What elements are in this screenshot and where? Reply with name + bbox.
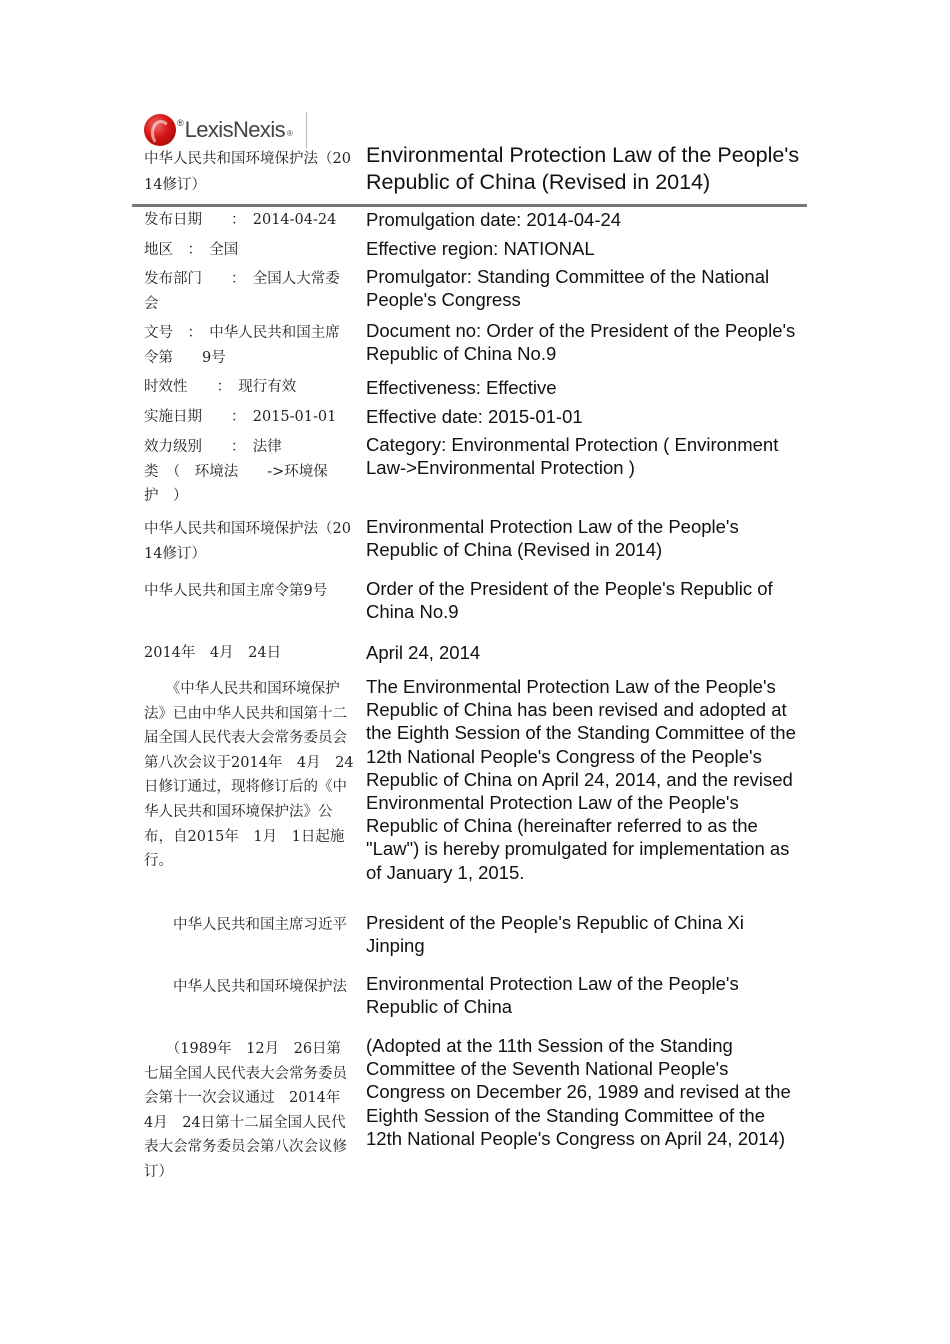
en-category: Category: Environmental Protection ( Environment Law->Environmental Protection )	[366, 434, 784, 479]
zh-category: 效力级别 ： 法律 类 （ 环境法 ->环境保护 ）	[144, 439, 328, 505]
header-rule	[132, 204, 807, 207]
zh-law-title: 中华人民共和国环境保护法（2014修订）	[144, 521, 351, 562]
zh-order-number: 中华人民共和国主席令第9号	[144, 583, 328, 599]
en-effective-region: Effective region: NATIONAL	[366, 238, 595, 259]
zh-document-title: 中华人民共和国环境保护法（2014修订）	[144, 151, 351, 193]
en-order-number: Order of the President of the People's Republic of China No.9	[366, 578, 778, 623]
logo-brand-text: LexisNexis	[184, 117, 286, 142]
lexisnexis-globe-icon	[144, 114, 176, 146]
logo-divider	[306, 112, 307, 148]
en-effective-date: Effective date: 2015-01-01	[366, 406, 583, 427]
en-effectiveness: Effectiveness: Effective	[366, 377, 557, 398]
zh-document-no: 文号 ： 中华人民共和国主席令第 9号	[144, 325, 340, 366]
zh-law-heading: 中华人民共和国环境保护法	[144, 979, 347, 995]
zh-promulgation-paragraph: 《中华人民共和国环境保护法》已由中华人民共和国第十二届全国人民代表大会常务委员会第八次会议于2014年 4月 24日修订通过，现将修订后的《中华人民共和国环境保护法》公布，自2015年 1月 1日起施行。	[144, 681, 354, 870]
en-order-date: April 24, 2014	[366, 642, 481, 663]
zh-adoption-note: （1989年 12月 26日第七届全国人民代表大会常务委员会第十一次会议通过 2014年 4月 24日第十二届全国人民代表大会常务委员会第八次会议修订）	[144, 1041, 355, 1180]
en-document-no: Document no: Order of the President of the People's Republic of China No.9	[366, 320, 801, 365]
en-document-title: Environmental Protection Law of the People's Republic of China (Revised in 2014)	[366, 143, 806, 194]
zh-effective-date: 实施日期 ： 2015-01-01	[144, 409, 337, 425]
zh-promulgator: 发布部门 ： 全国人大常委会	[144, 271, 340, 312]
lexisnexis-logo	[144, 112, 308, 148]
zh-president-signature: 中华人民共和国主席习近平	[144, 917, 347, 933]
en-law-title: Environmental Protection Law of the People's Republic of China (Revised in 2014)	[366, 516, 744, 561]
en-adoption-note: (Adopted at the 11th Session of the Standing Committee of the Seventh National People's Congress on December 26, 1989 and revised at the Eighth Session of the Standing Committee of the 12th National People's Congress on April 24, 2014)	[366, 1035, 796, 1149]
en-president-signature: President of the People's Republic of China Xi Jinping	[366, 912, 750, 957]
zh-effective-region: 地区 ： 全国	[144, 242, 239, 258]
zh-effectiveness: 时效性 ： 现行有效	[144, 379, 297, 395]
en-promulgator: Promulgator: Standing Committee of the National People's Congress	[366, 266, 775, 311]
logo-registered-mark-2: ®	[287, 128, 293, 138]
logo-registered-mark: ®	[177, 118, 184, 128]
zh-order-date: 2014年 4月 24日	[144, 645, 282, 661]
zh-promulgation-date: 发布日期 ： 2014-04-24	[144, 212, 337, 228]
en-promulgation-date: Promulgation date: 2014-04-24	[366, 209, 622, 230]
en-law-heading: Environmental Protection Law of the People's Republic of China	[366, 973, 744, 1018]
en-promulgation-paragraph: The Environmental Protection Law of the People's Republic of China has been revised and adopted at the Eighth Session of the Standing Committee of the 12th National People's Congress of the People's Republic of China on April 24, 2014, and the revised Environmental Protection Law of the People's Republic of China (hereinafter referred to as the "Law") is hereby promulgated for implementation as of January 1, 2015.	[366, 676, 802, 883]
